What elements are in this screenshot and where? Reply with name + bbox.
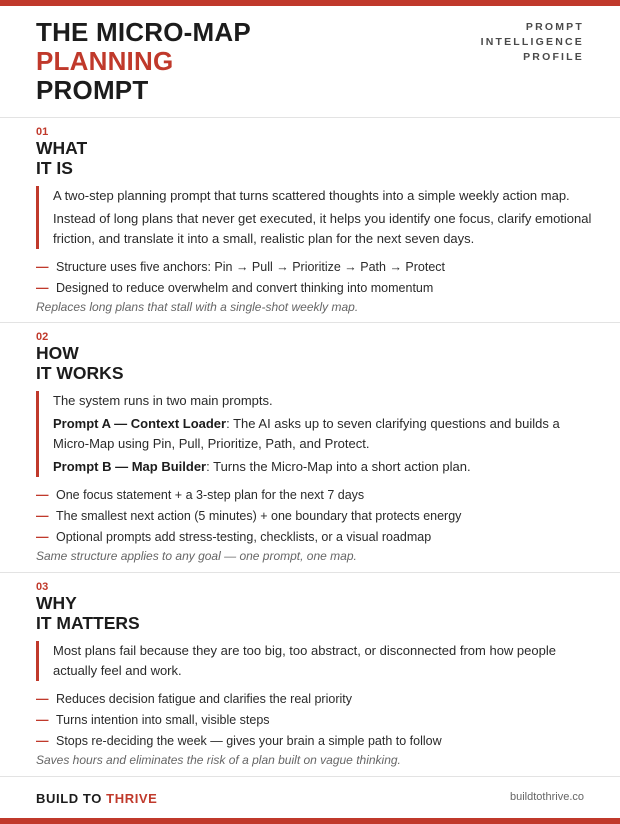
profile-line-3: PROFILE	[523, 51, 584, 63]
brand-logo	[36, 791, 157, 806]
list-item-text: Optional prompts add stress-testing, checklists, or a visual roadmap	[56, 530, 432, 544]
profile-label	[481, 20, 584, 65]
list-item	[36, 710, 596, 731]
section-title-line-1: WHAT	[36, 138, 88, 158]
section-note: Replaces long plans that stall with a single-shot weekly map.	[36, 300, 359, 314]
website-url: buildtothrive.co	[510, 791, 584, 803]
bullet-list	[36, 485, 596, 548]
section-title-line-2: IT MATTERS	[36, 613, 140, 633]
brand-part-1: BUILD TO	[36, 791, 107, 806]
divider	[0, 776, 620, 777]
section-note: Same structure applies to any goal — one prompt, one map.	[36, 549, 357, 563]
dash-marker: —	[36, 734, 49, 748]
quote-paragraph: A two-step planning prompt that turns scattered thoughts into a simple weekly action map.	[53, 188, 570, 203]
list-item	[36, 257, 596, 278]
bottom-accent-bar	[0, 818, 620, 824]
title-line-1: THE MICRO-MAP	[36, 17, 251, 47]
bullet-list	[36, 689, 596, 752]
divider	[0, 117, 620, 118]
section-title-line-1: HOW	[36, 343, 79, 363]
page-header	[36, 18, 584, 118]
quote-paragraph: Instead of long plans that never get executed, it helps you identify one focus, clarify emotional friction, and translate it into a small, realistic plan for the next seven days.	[53, 211, 592, 246]
section-number: 03	[36, 581, 49, 593]
dash-marker: —	[36, 488, 49, 502]
divider	[0, 322, 620, 323]
divider	[0, 572, 620, 573]
list-item	[36, 731, 596, 752]
prompt-a-paragraph	[53, 414, 596, 454]
top-accent-bar	[0, 0, 620, 6]
dash-marker: —	[36, 509, 49, 523]
section-quote	[36, 391, 596, 477]
profile-line-1: PROMPT	[525, 21, 584, 33]
list-item	[36, 485, 596, 506]
list-item	[36, 506, 596, 527]
dash-marker: —	[36, 692, 49, 706]
list-item-text: The smallest next action (5 minutes) + one boundary that protects energy	[56, 509, 462, 523]
section-note: Saves hours and eliminates the risk of a plan built on vague thinking.	[36, 753, 401, 767]
list-item	[36, 527, 596, 548]
section-number: 02	[36, 331, 49, 343]
page-footer	[36, 790, 584, 806]
section-why-it-matters	[36, 581, 596, 768]
list-item-text: Turns intention into small, visible steps	[56, 713, 270, 727]
prompt-b-label: Prompt B — Map Builder	[53, 459, 207, 474]
list-item-text: One focus statement + a 3-step plan for the next 7 days	[56, 488, 365, 502]
prompt-b-text: : Turns the Micro-Map into a short action plan.	[206, 459, 471, 474]
prompt-a-label: Prompt A — Context Loader	[53, 416, 227, 431]
dash-marker: —	[36, 260, 49, 274]
section-how-it-works	[36, 331, 596, 564]
list-item-text: Stops re-deciding the week — gives your brain a simple path to follow	[56, 734, 442, 748]
dash-marker: —	[36, 281, 49, 295]
section-title-line-2: IT IS	[36, 158, 73, 178]
section-number: 01	[36, 126, 49, 138]
section-quote	[36, 186, 596, 249]
list-item	[36, 278, 596, 299]
dash-marker: —	[36, 713, 49, 727]
prompt-a-text: : The AI asks up to seven clarifying questions and builds a Micro-Map using Pin, Pull, Prioritize, Path, and Protect.	[53, 416, 560, 451]
title-line-2: PLANNING	[36, 46, 174, 76]
quote-paragraph: Most plans fail because they are too big, too abstract, or disconnected from how people actually feel and work.	[53, 643, 556, 678]
list-item	[36, 689, 596, 710]
list-item-text: Structure uses five anchors: Pin → Pull → Prioritize → Path → Protect	[56, 260, 446, 274]
prompt-b-paragraph	[53, 457, 596, 477]
bullet-list	[36, 257, 596, 299]
dash-marker: —	[36, 530, 49, 544]
section-quote	[36, 641, 596, 681]
list-item-text: Reduces decision fatigue and clarifies the real priority	[56, 692, 352, 706]
profile-line-2: INTELLIGENCE	[480, 36, 584, 48]
section-what-it-is	[36, 126, 596, 315]
brand-part-2: THRIVE	[106, 791, 158, 806]
list-item-text: Designed to reduce overwhelm and convert thinking into momentum	[56, 281, 434, 295]
section-title-line-2: IT WORKS	[36, 363, 124, 383]
quote-paragraph: The system runs in two main prompts.	[53, 393, 273, 408]
section-title-line-1: WHY	[36, 593, 77, 613]
title-line-3: PROMPT	[36, 75, 149, 105]
